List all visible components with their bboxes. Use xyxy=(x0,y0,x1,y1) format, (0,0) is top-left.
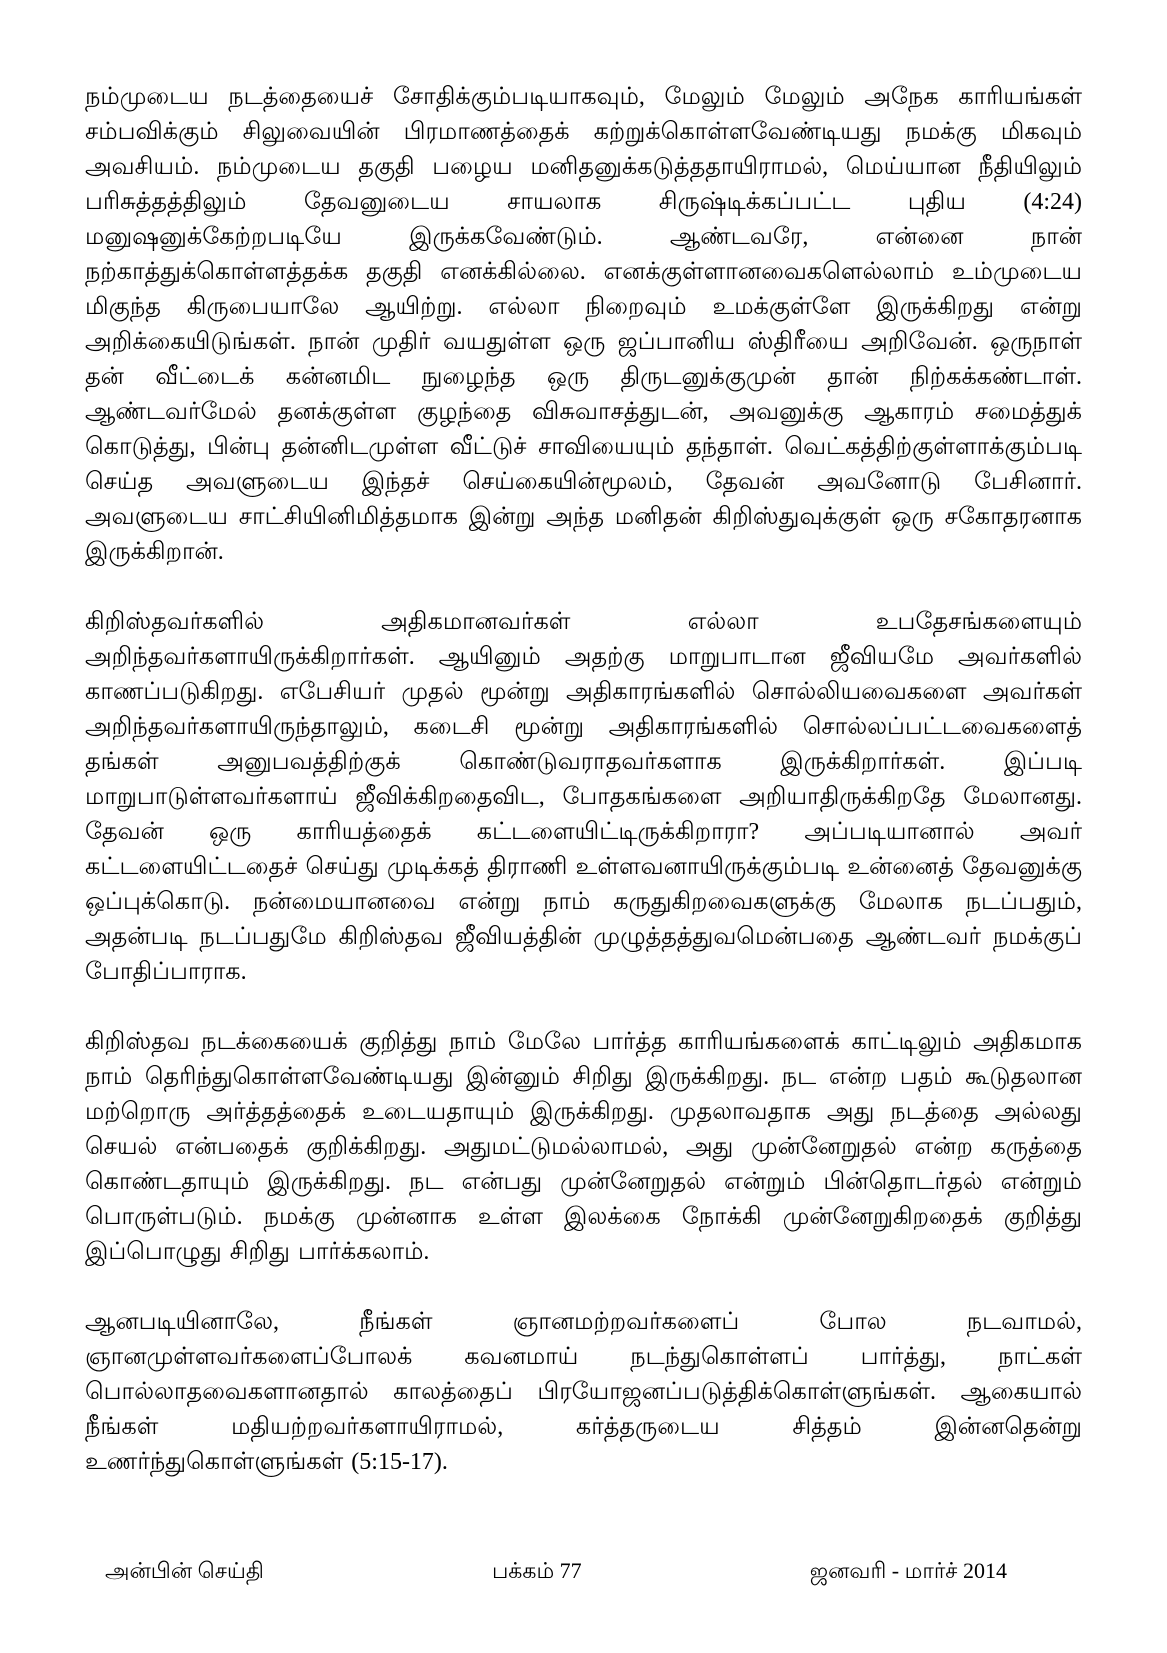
footer-page-number: பக்கம் 77 xyxy=(491,1558,582,1583)
article-body xyxy=(85,80,1082,1515)
paragraph-2: கிறிஸ்தவர்களில் அதிகமானவர்கள் எல்லா உபதேசங்களையும் அறிந்தவர்களாயிருக்கிறார்கள். ஆயினும் அதற்கு மாறுபாடான ஜீவியமே அவர்களில் காணப்படுகிறது. எபேசியர் முதல் மூன்று அதிகாரங்களில் சொல்லியவைகளை அவர்கள் அறிந்தவர்களாயிருந்தாலும், கடைசி மூன்று அதிகாரங்களில் சொல்லப்பட்டவைகளைத் தங்கள் அனுபவத்திற்குக் கொண்டுவராதவர்களாக இருக்கிறார்கள். இப்படி மாறுபாடுள்ளவர்களாய் ஜீவிக்கிறதைவிட, போதகங்களை அறியாதிருக்கிறதே மேலானது. தேவன் ஒரு காரியத்தைக் கட்டளையிட்டிருக்கிறாரா? அப்படியானால் அவர் கட்டளையிட்டதைச் செய்து முடிக்கத் திராணி உள்ளவனாயிருக்கும்படி உன்னைத் தேவனுக்கு ஒப்புக்கொடு. நன்மையானவை என்று நாம் கருதுகிறவைகளுக்கு மேலாக நடப்பதும், அதன்படி நடப்பதுமே கிறிஸ்தவ ஜீவியத்தின் முழுத்தத்துவமென்பதை ஆண்டவர் நமக்குப் போதிப்பாராக. xyxy=(85,609,1082,985)
paragraph-3: கிறிஸ்தவ நடக்கையைக் குறித்து நாம் மேலே பார்த்த காரியங்களைக் காட்டிலும் அதிகமாக நாம் தெரிந்துகொள்ளவேண்டியது இன்னும் சிறிது இருக்கிறது. நட என்ற பதம் கூடுதலான மற்றொரு அர்த்தத்தைக் உடையதாயும் இருக்கிறது. முதலாவதாக அது நடத்தை அல்லது செயல் என்பதைக் குறிக்கிறது. அதுமட்டுமல்லாமல், அது முன்னேறுதல் என்ற கருத்தை கொண்டதாயும் இருக்கிறது. நட என்பது முன்னேறுதல் என்றும் பின்தொடர்தல் என்றும் பொருள்படும். நமக்கு முன்னாக உள்ள இலக்கை நோக்கி முன்னேறுகிறதைக் குறித்து இப்பொழுது சிறிது பார்க்கலாம். xyxy=(85,1029,1082,1265)
page-footer xyxy=(85,1556,1082,1586)
footer-magazine-name: அன்பின் செய்தி xyxy=(105,1558,264,1583)
paragraph-4: ஆனபடியினாலே, நீங்கள் ஞானமற்றவர்களைப் போல நடவாமல், ஞானமுள்ளவர்களைப்போலக் கவனமாய் நடந்துகொள்ளப் பார்த்து, நாட்கள் பொல்லாதவைகளானதால் காலத்தைப் பிரயோஜனப்படுத்திக்கொள்ளுங்கள். ஆகையால் நீங்கள் மதியற்றவர்களாயிராமல், கர்த்தருடைய சித்தம் இன்னதென்று உணர்ந்துகொள்ளுங்கள் (5:15-17). xyxy=(85,1309,1082,1475)
footer-issue-date: ஜனவரி - மார்ச் 2014 xyxy=(809,1558,1007,1583)
paragraph-1: நம்முடைய நடத்தையைச் சோதிக்கும்படியாகவும், மேலும் மேலும் அநேக காரியங்கள் சம்பவிக்கும் சிலுவையின் பிரமாணத்தைக் கற்றுக்கொள்ளவேண்டியது நமக்கு மிகவும் அவசியம். நம்முடைய தகுதி பழைய மனிதனுக்கடுத்ததாயிராமல், மெய்யான நீதியிலும் பரிசுத்தத்திலும் தேவனுடைய சாயலாக சிருஷ்டிக்கப்பட்ட புதிய (4:24) மனுஷனுக்கேற்றபடியே இருக்கவேண்டும். ஆண்டவரே, என்னை நான் நற்காத்துக்கொள்ளத்தக்க தகுதி எனக்கில்லை. எனக்குள்ளானவைகளெல்லாம் உம்முடைய மிகுந்த கிருபையாலே ஆயிற்று. எல்லா நிறைவும் உமக்குள்ளே இருக்கிறது என்று அறிக்கையிடுங்கள். நான் முதிர் வயதுள்ள ஒரு ஜப்பானிய ஸ்திரீயை அறிவேன். ஒருநாள் தன் வீட்டைக் கன்னமிட நுழைந்த ஒரு திருடனுக்குமுன் தான் நிற்கக்கண்டாள். ஆண்டவர்மேல் தனக்குள்ள குழந்தை விசுவாசத்துடன், அவனுக்கு ஆகாரம் சமைத்துக் கொடுத்து, பின்பு தன்னிடமுள்ள வீட்டுச் சாவியையும் தந்தாள். வெட்கத்திற்குள்ளாக்கும்படி செய்த அவளுடைய இந்தச் செய்கையின்மூலம், தேவன் அவனோடு பேசினார். அவளுடைய சாட்சியினிமித்தமாக இன்று அந்த மனிதன் கிறிஸ்துவுக்குள் ஒரு சகோதரனாக இருக்கிறான். xyxy=(85,84,1082,565)
